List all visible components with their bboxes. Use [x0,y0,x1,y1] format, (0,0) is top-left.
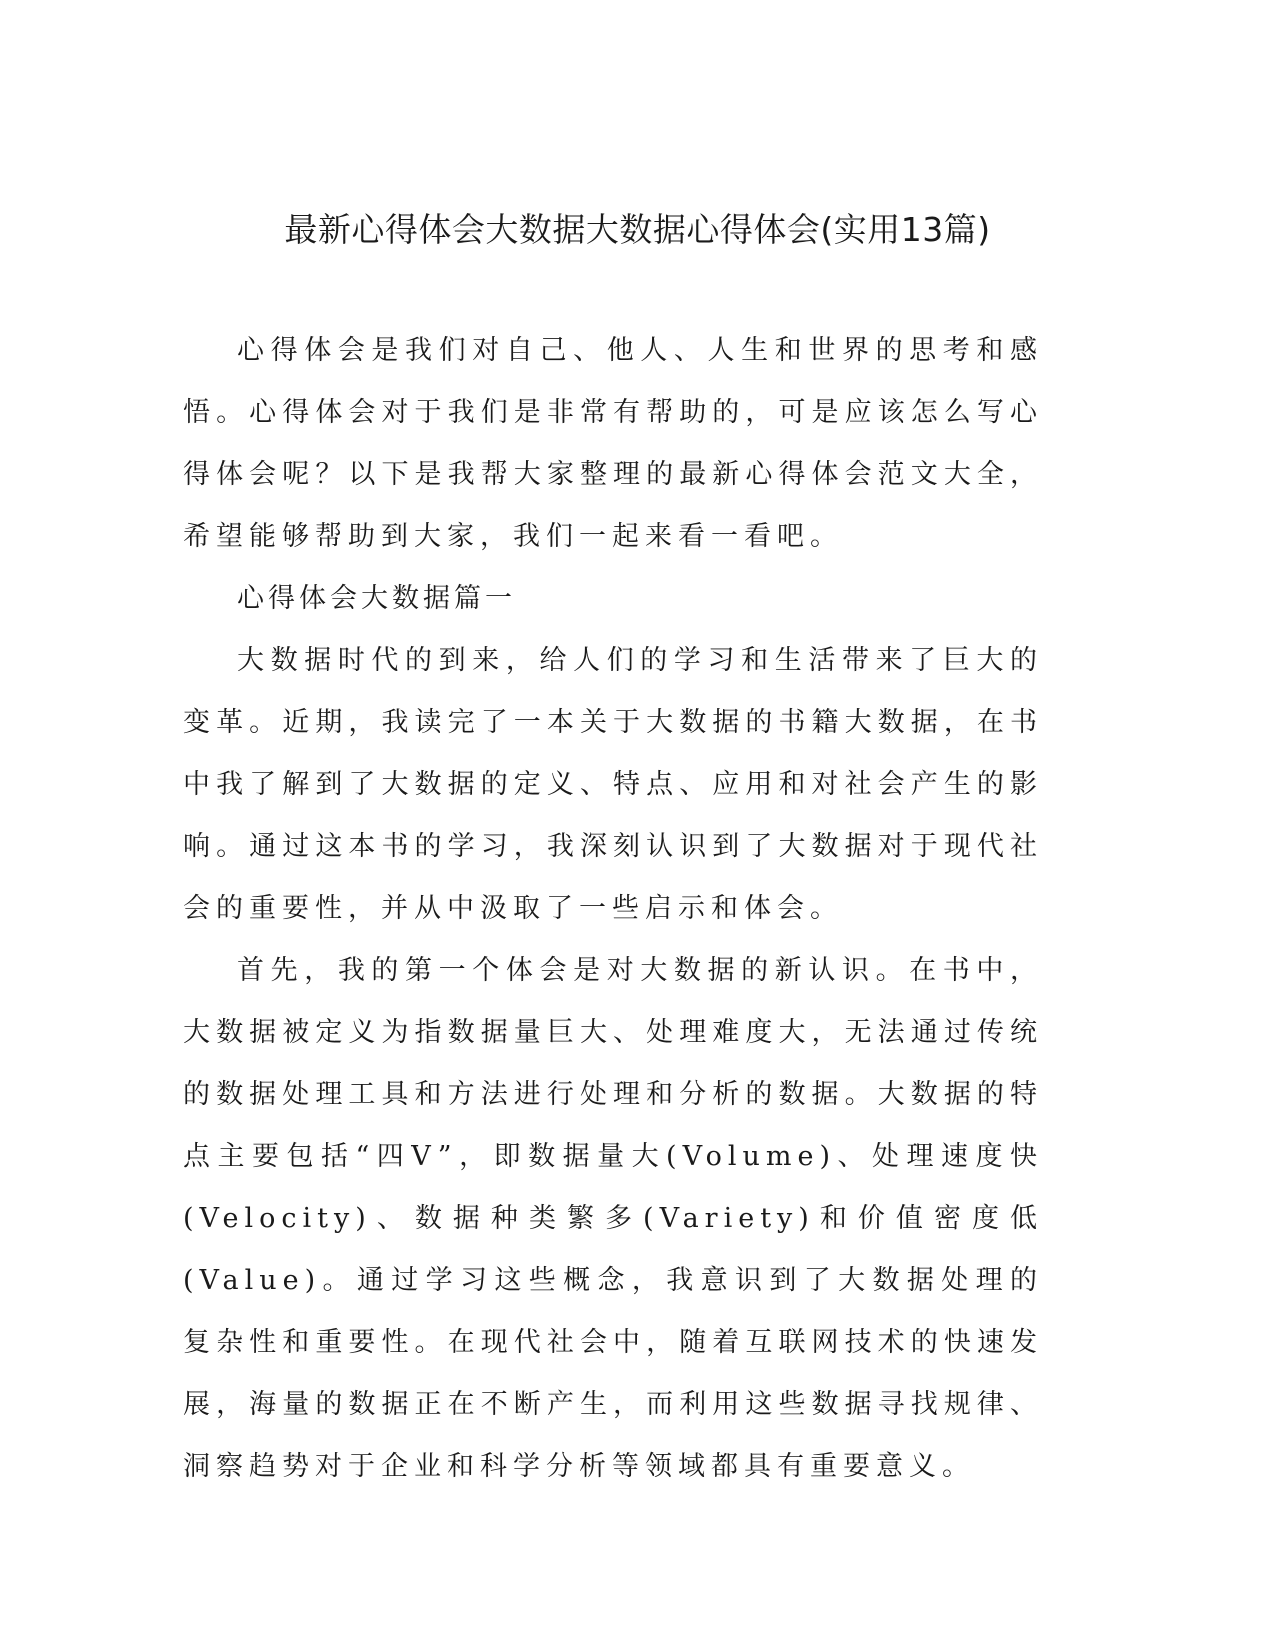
intro-paragraph: 心得体会是我们对自己、他人、人生和世界的思考和感悟。心得体会对于我们是非常有帮助的，可是应该怎么写心得体会呢？以下是我帮大家整理的最新心得体会范文大全，希望能够帮助到大家，我们一起来看一看吧。 [183,335,1043,552]
body-paragraph: 大数据时代的到来，给人们的学习和生活带来了巨大的变革。近期，我读完了一本关于大数据的书籍大数据，在书中我了解到了大数据的定义、特点、应用和对社会产生的影响。通过这本书的学习，我深刻认识到了大数据对于现代社会的重要性，并从中汲取了一些启示和体会。 [183,645,1043,924]
document-body [183,320,1043,1498]
body-paragraph: 首先，我的第一个体会是对大数据的新认识。在书中，大数据被定义为指数据量巨大、处理难度大，无法通过传统的数据处理工具和方法进行处理和分析的数据。大数据的特点主要包括“四V”，即数据量大(Volume)、处理速度快(Velocity)、数据种类繁多(Variety)和价值密度低(Value)。通过学习这些概念，我意识到了大数据处理的复杂性和重要性。在现代社会中，随着互联网技术的快速发展，海量的数据正在不断产生，而利用这些数据寻找规律、洞察趋势对于企业和科学分析等领域都具有重要意义。 [183,955,1043,1482]
section-heading: 心得体会大数据篇一 [237,583,516,614]
document-title: 最新心得体会大数据大数据心得体会(实用13篇) [284,210,991,249]
